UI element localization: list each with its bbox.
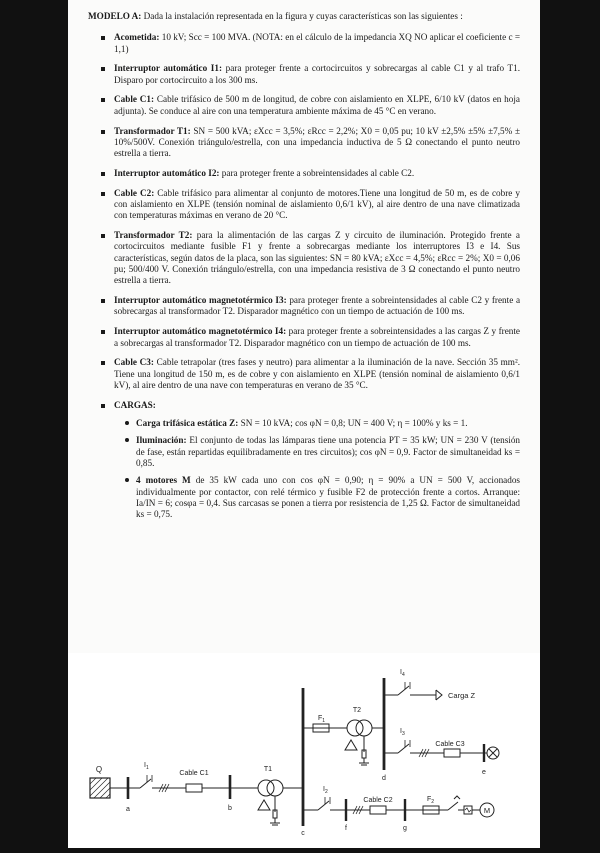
contactor-switch (448, 802, 458, 810)
transformer-t1-secondary (267, 780, 283, 796)
label-i2: $I_2$ (323, 786, 328, 795)
label-cable-c2: Cable C2 (363, 797, 393, 804)
node-c: c (301, 830, 305, 837)
delta-symbol-t1 (258, 800, 270, 810)
label-f1: $F_1$ (318, 715, 326, 724)
intro-paragraph (88, 11, 520, 22)
cable-c2-impedance (370, 806, 386, 814)
item-cargas: CARGAS: Carga trifásica estática Z: SN = 10 kVA; cos φN = 0,8; UN = 400 V; η = 100% y ks = 1. Iluminación: El conjunto de todas las lámparas tiene una potencia PT = 35 kW; UN = 230 V (tensión de fase, están repartidas equilibradamente en tres circuitos); cos φN = 0,9. Factor de simultaneidad ks = 0,85. 4 motores M de 35 kW cada uno con cos φN = 0,90; η = 90% a UN = 500 V, accionados individualmente por contactor, con relé térmico y fusible F2 de protección frente a cortos. Arranque: Ia/IN = 6; cosφa = 0,4. Sus carcasas se ponen a tierra por resistencia de 1,25 Ω. Factor de simultaneidad ks = 0,75. (88, 400, 520, 521)
breaker-i3 (398, 744, 409, 753)
delta-symbol-t2 (345, 740, 357, 750)
item-interruptor-i2: Interruptor automático I2: para proteger frente a sobreintensidades al cable C2. (88, 168, 520, 179)
label-f2: $F_2$ (427, 796, 435, 805)
item-transformador-t1: Transformador T1: SN = 500 kVA; εXcc = 3,5%; εRcc = 2,2%; X0 = 0,05 pu; 10 kV ±2,5% ±5% ±7,5% ± 10%/500V. Conexión triángulo/estrella, con una impedancia inductiva de 5 Ω conectando el punto neutro estrella a tierra. (88, 126, 520, 160)
model-label: MODELO A: (88, 11, 142, 21)
load-iluminacion: Iluminación: El conjunto de todas las lámparas tiene una potencia PT = 35 kW; UN = 230 V (tensión de fase, están repartidas equilibradamente en tres circuitos); cos φN = 0,9. Factor de simultaneidad ks = 0,85. (114, 435, 520, 469)
single-line-diagram (68, 653, 540, 848)
item-interruptor-i4: Interruptor automático magnetotérmico I4: para proteger frente a sobreintensidades a las cargas Z y frente a sobrecargas al transformador T2. Disparador magnético con un tiempo de actuación de 100 ms. (88, 326, 520, 349)
item-interruptor-i3: Interruptor automático magnetotérmico I3: para proteger frente a sobreintensidades al cable C2 y frente a sobrecargas al transformador T2. Disparador magnético con un tiempo de actuación de 100 ms. (88, 295, 520, 318)
label-motor: M (483, 806, 491, 815)
node-a: a (126, 806, 130, 813)
transformer-t2-primary (347, 720, 363, 736)
load-motores: 4 motores M de 35 kW cada uno con cos φN = 0,90; η = 90% a UN = 500 V, accionados individualmente por contactor, con relé térmico y fusible F2 de protección frente a cortos. Arranque: Ia/IN = 6; cosφa = 0,4. Sus carcasas se ponen a tierra por resistencia de 1,25 Ω. Factor de simultaneidad ks = 0,75. (114, 475, 520, 520)
transformer-t2-secondary (356, 720, 372, 736)
component-list (88, 32, 520, 520)
breaker-i4 (398, 686, 409, 695)
node-b: b (228, 805, 232, 812)
item-cable-c2: Cable C2: Cable trifásico para alimentar al conjunto de motores.Tiene una longitud de 50 m, es de cobre y con aislamiento en XLPE (tensión nominal de aislamiento 0,6/1 kV), al aire dentro de una nave climatizada con temperaturas máximas en verano de 20 °C. (88, 188, 520, 222)
transformer-t1-primary (258, 780, 274, 796)
breaker-i1 (140, 779, 151, 788)
item-interruptor-i1: Interruptor automático I1: para proteger frente a cortocircuitos y sobrecargas al cable C1 y al trafo T1. Disparo por cortocircuito a los 300 ms. (88, 63, 520, 86)
label-i1: $I_1$ (144, 762, 149, 771)
problem-page (68, 0, 540, 668)
node-e: e (482, 769, 486, 776)
intro-text: Dada la instalación representada en la figura y cuyas características son las siguientes : (143, 11, 463, 21)
label-i4: $I_4$ (400, 669, 405, 678)
node-d: d (382, 775, 386, 782)
breaker-i2 (318, 801, 329, 810)
cable-c3-impedance (444, 749, 460, 757)
label-q: Q (95, 765, 103, 774)
item-cable-c3: Cable C3: Cable tetrapolar (tres fases y neutro) para alimentar a la iluminación de la nave. Sección 35 mm². Tiene una longitud de 150 m, es de cobre y con aislamiento en XLPE (tensión nominal de aislamiento 0,6/1 kV), al aire dentro de una nave con temperaturas en verano de 35 °C. (88, 357, 520, 391)
item-cable-c1: Cable C1: Cable trifásico de 500 m de longitud, de cobre con aislamiento en XLPE, 6/10 kV (datos en hoja adjunta). Se conduce al aire con una temperatura ambiente máxima de 45 °C en verano. (88, 94, 520, 117)
label-cable-c1: Cable C1 (179, 770, 209, 777)
load-z: Carga trifásica estática Z: SN = 10 kVA; cos φN = 0,8; UN = 400 V; η = 100% y ks = 1. (114, 418, 520, 429)
diagram-svg (68, 653, 540, 848)
label-t1: T1 (263, 766, 273, 773)
node-f: f (345, 825, 347, 832)
label-i3: $I_3$ (400, 728, 405, 737)
label-cable-c3: Cable C3 (435, 741, 465, 748)
loads-list (114, 418, 520, 520)
cable-c1-impedance (186, 784, 202, 792)
label-carga-z: Carga Z (448, 691, 476, 700)
item-transformador-t2: Transformador T2: para la alimentación de las cargas Z y circuito de iluminación. Protegido frente a cortocircuitos mediante fusible F1 y frente a sobrecargas mediante los interruptores I3 e I4. Sus características, según datos de la placa, son las siguientes: SN = 80 kVA; εXcc = 4,5%; εRcc = 2%; X0 = 0,06 pu; 500/400 V. Conexión triángulo/estrella, con una impedancia resistiva de 3 Ω conectando el punto neutro estrella a tierra. (88, 230, 520, 286)
problem-statement (88, 11, 520, 529)
source-hatch (90, 778, 110, 798)
item-acometida: Acometida: 10 kV; Scc = 100 MVA. (NOTA: en el cálculo de la impedancia XQ NO aplicar el coeficiente c = 1,1) (88, 32, 520, 55)
label-t2: T2 (352, 707, 362, 714)
node-g: g (403, 825, 407, 832)
